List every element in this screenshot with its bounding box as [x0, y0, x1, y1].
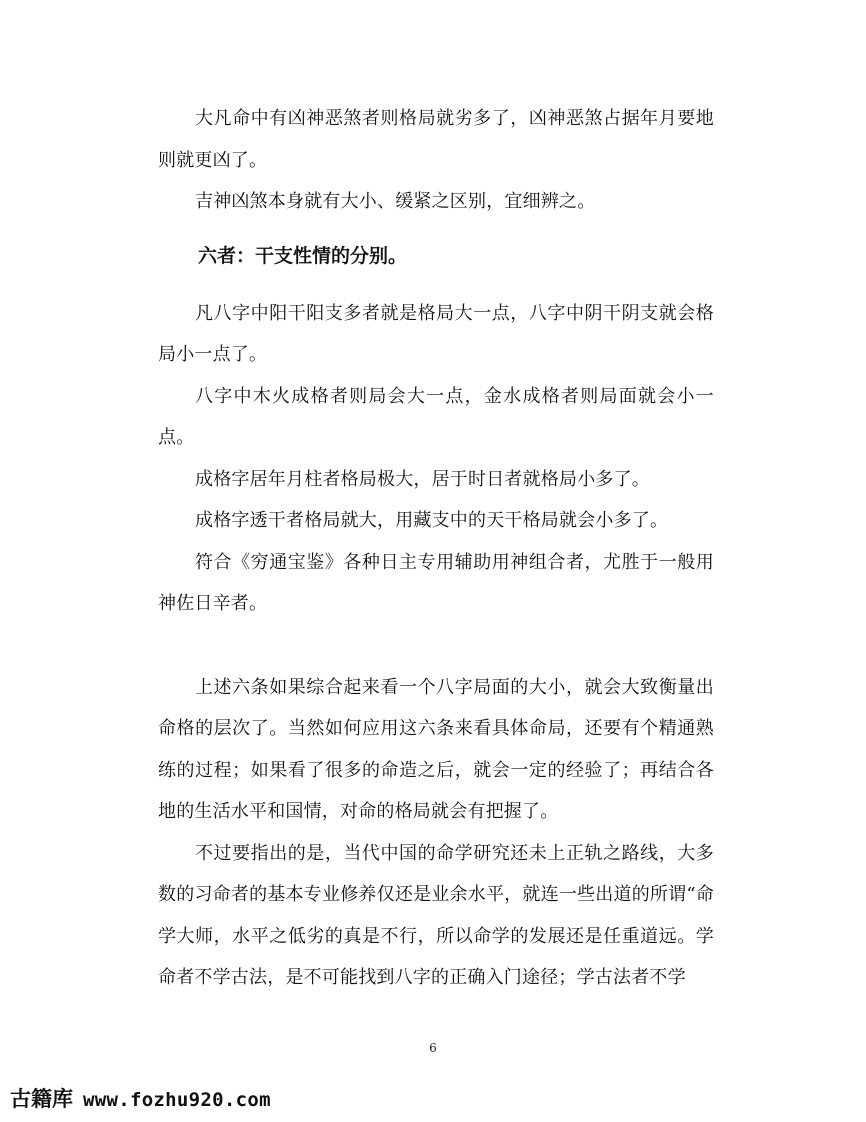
blank-line — [158, 625, 714, 667]
paragraph: 上述六条如果综合起来看一个八字局面的大小，就会大致衡量出命格的层次了。当然如何应用这六条来看具体命局，还要有个精通熟练的过程；如果看了很多的命造之后，就会一定的经验了；再结合各地的生活水平和国情，对命的格局就会有把握了。 — [158, 676, 714, 822]
paragraph: 八字中木火成格者则局会大一点，金水成格者则局面就会小一点。 — [158, 385, 714, 448]
page-number: 6 — [429, 1041, 437, 1055]
paragraph: 成格字居年月柱者格局极大，居于时日者就格局小多了。 — [195, 468, 650, 490]
watermark-name: 古籍库 — [10, 1087, 73, 1111]
paragraph: 吉神凶煞本身就有大小、缓紧之区别，宜细辨之。 — [195, 191, 596, 212]
paragraph: 符合《穷通宝鉴》各种日主专用辅助用神组合者，尤胜于一般用神佐日辛者。 — [158, 551, 714, 614]
section-heading: 六者：干支性情的分别。 — [198, 244, 408, 267]
paragraph: 不过要指出的是，当代中国的命学研究还未上正轨之路线，大多数的习命者的基本专业修养仅还是业余水平，就连一些出道的所谓“命学大师，水平之低劣的真是不行，所以命学的发展还是任重道远。学命者不学古法，是不可能找到八字的正确入门途径；学古法者不学 — [158, 842, 714, 988]
paragraph: 成格字透干者格局就大，用藏支中的天干格局就会小多了。 — [195, 510, 669, 531]
watermark-url: www.fozhu920.com — [83, 1089, 271, 1111]
paragraph: 凡八字中阳干阳支多者就是格局大一点，八字中阴干阴支就会格局小一点了。 — [158, 302, 714, 365]
watermark — [10, 1086, 271, 1113]
document-body — [158, 98, 714, 999]
paragraph: 大凡命中有凶神恶煞者则格局就劣多了，凶神恶煞占据年月要地则就更凶了。 — [158, 108, 714, 171]
